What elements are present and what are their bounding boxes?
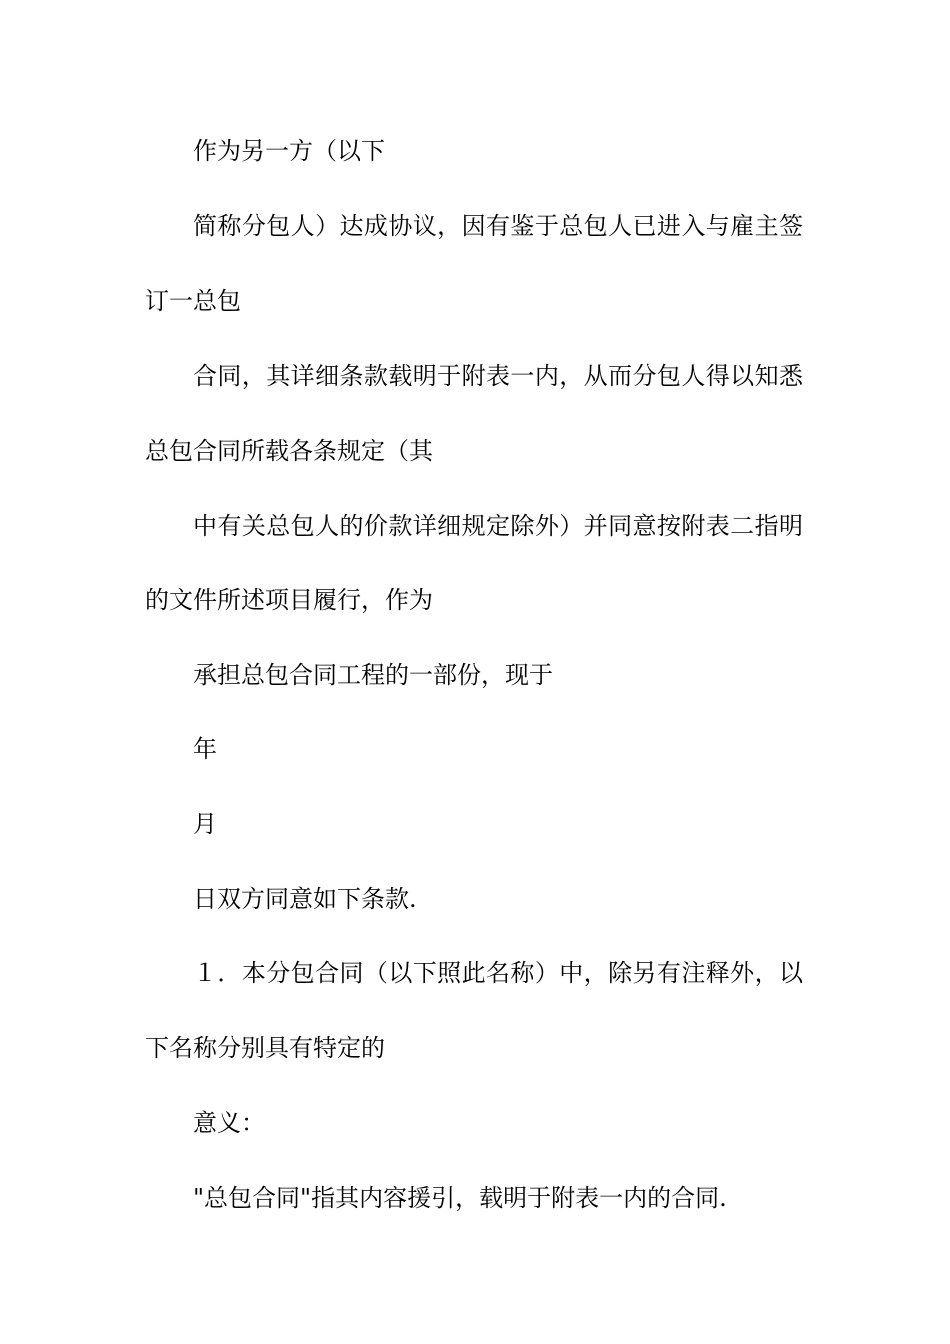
text-line: 意义： <box>193 1109 265 1137</box>
text-line: 日双方同意如下条款. <box>193 885 417 913</box>
text-line: 承担总包合同工程的一部份，现于 <box>193 661 553 689</box>
text-line: "总包合同"指其内容援引，载明于附表一内的合同. <box>193 1184 727 1212</box>
text-line: 总包合同所载各条规定（其 <box>145 437 433 465</box>
text-line: 订一总包 <box>145 287 241 315</box>
text-line: 下名称分别具有特定的 <box>145 1034 385 1062</box>
text-line: 年 <box>193 735 217 763</box>
text-line: １．本分包合同（以下照此名称）中，除另有注释外，以 <box>193 959 803 987</box>
text-line: 中有关总包人的价款详细规定除外）并同意按附表二指明 <box>193 512 803 540</box>
text-line: 简称分包人）达成协议，因有鉴于总包人已进入与雇主签 <box>193 212 803 240</box>
text-line: 月 <box>193 810 217 838</box>
text-line: 合同，其详细条款载明于附表一内，从而分包人得以知悉 <box>193 362 803 390</box>
text-line: 作为另一方（以下 <box>193 137 385 165</box>
text-line: 的文件所述项目履行，作为 <box>145 586 433 614</box>
